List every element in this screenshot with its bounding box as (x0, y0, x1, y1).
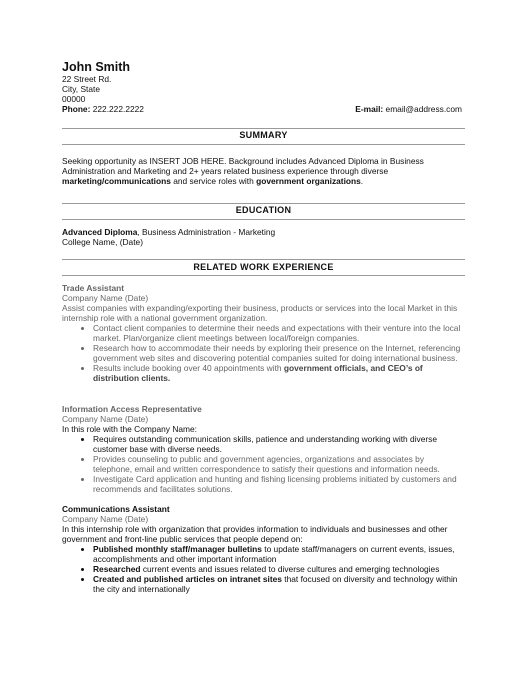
city-state: City, State (62, 84, 101, 94)
contact-header (62, 60, 462, 114)
bullet-bold-text: government officials, and CEO’s of distribution clients. (93, 363, 423, 383)
job-company: Company Name (Date) (62, 293, 149, 303)
job-bullet: • Requires outstanding communication skills, patience and understanding working with diverse customer base with diverse needs. (93, 434, 465, 454)
job-bullet (93, 544, 465, 564)
email-label: E-mail: (355, 104, 384, 114)
summary-text-1: Seeking opportunity as INSERT JOB HERE. Background includes Advanced Diploma in Business Administration and Marketing and 2+ years related business experience through diverse (62, 156, 424, 176)
job-title: Information Access Representative (62, 404, 202, 414)
summary-text (62, 156, 465, 186)
candidate-name: John Smith (62, 60, 131, 74)
education-heading: EDUCATION (235, 205, 292, 215)
summary-heading: SUMMARY (239, 130, 288, 140)
phone-label: Phone: (62, 104, 91, 114)
experience-top-rule (62, 259, 465, 260)
job-bullet (93, 363, 465, 383)
bullet-bold-text: Created and published articles on intranet sites (93, 574, 282, 584)
education-entry (62, 227, 465, 247)
email-line (355, 104, 462, 114)
experience-bottom-rule (62, 275, 465, 276)
job-bullet (93, 574, 465, 594)
bullet-text: that focused on diversity and technology within the city and internationally (93, 574, 458, 594)
education-bottom-rule (62, 219, 465, 220)
degree-field: , Business Administration - Marketing (137, 227, 276, 237)
job-communications-assistant (62, 504, 465, 594)
summary-text-3: . (360, 176, 364, 186)
education-degree-line (62, 227, 465, 237)
summary-bold-1: marketing/communications (62, 176, 171, 186)
phone-email-row (62, 104, 462, 114)
summary-bottom-rule (62, 144, 465, 145)
job-trade-assistant (62, 283, 465, 383)
bullet-bold-text: Researched (93, 564, 141, 574)
bullet-text: Results include booking over 40 appointments with (93, 363, 282, 373)
summary-bold-2: government organizations (256, 176, 361, 186)
bullet-bold-text: Published monthly staff/manager bulletins (93, 544, 262, 554)
job-bullet: • Investigate Card application and hunting and fishing licensing problems initiated by customers and recommends and facilitates solutions. (93, 474, 465, 494)
zip-code: 00000 (62, 94, 86, 104)
phone-number: 222.222.2222 (92, 104, 144, 114)
job-company: Company Name (Date) (62, 414, 149, 424)
job-bullet: • Provides counseling to public and government agencies, organizations and associates by telephone, email and written correspondence to satisfy their questions and information needs. (93, 454, 465, 474)
job-description: In this role with the Company Name: (62, 424, 197, 434)
bullet-text: current events and issues related to diverse cultures and emerging technologies (142, 564, 440, 574)
job-bullets (62, 434, 465, 494)
job-title: Communications Assistant (62, 504, 170, 514)
job-description: In this internship role with organization that provides information to individuals and businesses and other government and front-line public services that people depend on: (62, 524, 448, 544)
job-description: Assist companies with expanding/exporting their business, products or services into the local Market in this internship role with a national government organization. (62, 303, 458, 323)
job-bullets (62, 544, 465, 594)
school-line: College Name, (Date) (62, 237, 143, 247)
education-top-rule (62, 203, 465, 204)
job-bullet: • Contact client companies to determine their needs and expectations with their venture into the local market. Plan/organize client meetings between local/foreign companies. (93, 323, 465, 343)
email-address: email@address.com (385, 104, 462, 114)
degree-name: Advanced Diploma (62, 227, 138, 237)
job-company: Company Name (Date) (62, 514, 149, 524)
summary-top-rule (62, 128, 465, 129)
job-information-access-representative (62, 404, 465, 494)
job-bullet (93, 564, 465, 574)
street-address: 22 Street Rd. (62, 74, 112, 84)
bullet-text: to update staff/managers on current events, issues, accomplishments and other important information (93, 544, 455, 564)
experience-heading: RELATED WORK EXPERIENCE (193, 262, 334, 272)
job-bullets (62, 323, 465, 383)
job-title: Trade Assistant (62, 283, 125, 293)
job-bullet: • Research how to accommodate their needs by exploring their presence on the Internet, referencing government web sites and discovering potential companies suited for doing international business. (93, 343, 465, 363)
summary-text-2: and service roles with (173, 176, 254, 186)
